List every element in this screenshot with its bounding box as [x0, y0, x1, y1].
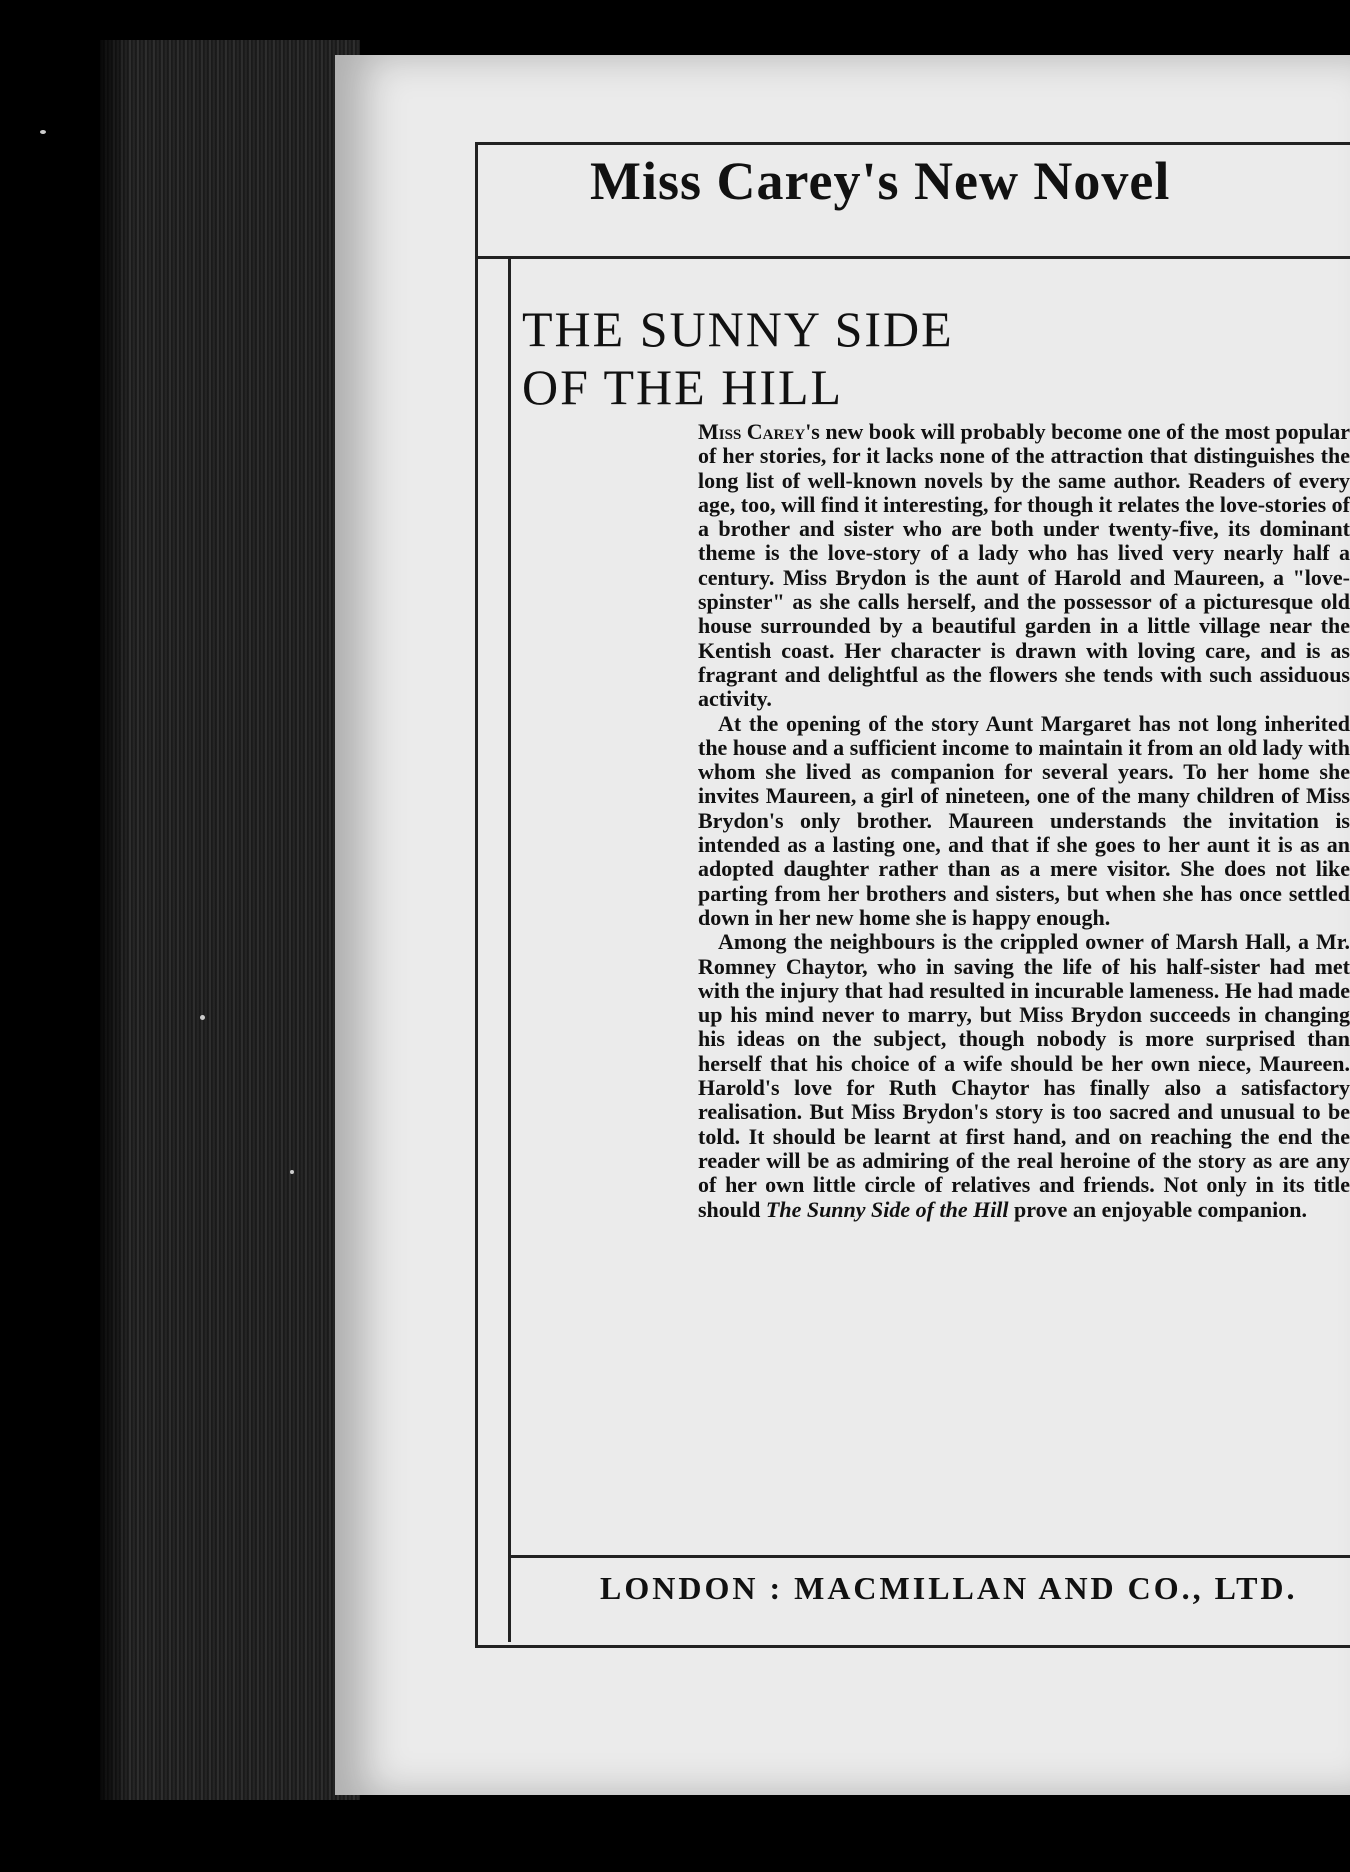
scan-speck — [290, 1170, 294, 1174]
paragraph-3 — [698, 930, 1350, 1222]
scan-dark-margin — [0, 0, 130, 1872]
advert-body — [698, 420, 1350, 1222]
book-title-line-1: THE SUNNY SIDE — [522, 301, 954, 357]
book-title-italic: The Sunny Side of the Hill — [765, 1196, 1009, 1222]
scan-speck — [200, 1015, 205, 1020]
paragraph-3-text: Among the neighbours is the crippled owner of Marsh Hall, a Mr. Romney Chaytor, who in saving the life of his half-sister had met with the injury that had resulted in incurable lameness. He had made up his mind never to marry, but Miss Brydon succeeds in changing his ideas on the subject, though nobody is more surprised than herself that his choice of a wife should be her own niece, Maureen. Harold's love for Ruth Chaytor has finally also a satisfactory realisation. But Miss Brydon's story is too sacred and unusual to be told. It should be learnt at first hand, and on reaching the end the reader will be as admiring of the real heroine of the story as are any of her own little circle of relatives and friends. Not only in its title should — [698, 929, 1350, 1222]
author-name-smallcaps: Miss Carey — [698, 419, 806, 444]
publisher-imprint: LONDON : MACMILLAN AND CO., LTD. — [600, 1570, 1298, 1606]
footer-rule — [510, 1555, 1350, 1558]
scan-speck — [40, 130, 46, 134]
advert-headline: Miss Carey's New Novel — [590, 151, 1171, 211]
inner-border-line — [508, 256, 511, 1642]
paragraph-1 — [698, 420, 1350, 712]
book-page-edges — [100, 40, 360, 1800]
paragraph-2: At the opening of the story Aunt Margaret has not long inherited the house and a sufficient income to maintain it from an old lady with whom she lived as companion for several years. To her home she invites Maureen, a girl of nineteen, one of the many children of Miss Brydon's only brother. Maureen understands the invitation is intended as a lasting one, and that if she goes to her aunt it is as an adopted daughter rather than as a mere visitor. She does not like parting from her brothers and sisters, but when she has once settled down in her new home she is happy enough. — [698, 710, 1350, 930]
book-title-line-2: OF THE HILL — [522, 359, 844, 415]
paragraph-1-text: 's new book will probably become one of the most popular of her stories, for it lacks none of the attraction that distinguishes the long list of well-known novels by the same author. Readers of every age, too, will find it interesting, for though it relates the love-stories of a brother and sister who are both under twenty-five, its dominant theme is the love-story of a lady who has lived very nearly half a century. Miss Brydon is the aunt of Harold and Maureen, a "love-spinster" as she calls herself, and the possessor of a picturesque old house surrounded by a beautiful garden in a little village near the Kentish coast. Her character is drawn with loving care, and is as fragrant and delightful as the flowers she tends with such assiduous activity. — [698, 419, 1350, 712]
paragraph-3-end: prove an enjoyable companion. — [1008, 1196, 1307, 1222]
header-rule — [475, 256, 1350, 259]
book-title — [522, 300, 1082, 416]
